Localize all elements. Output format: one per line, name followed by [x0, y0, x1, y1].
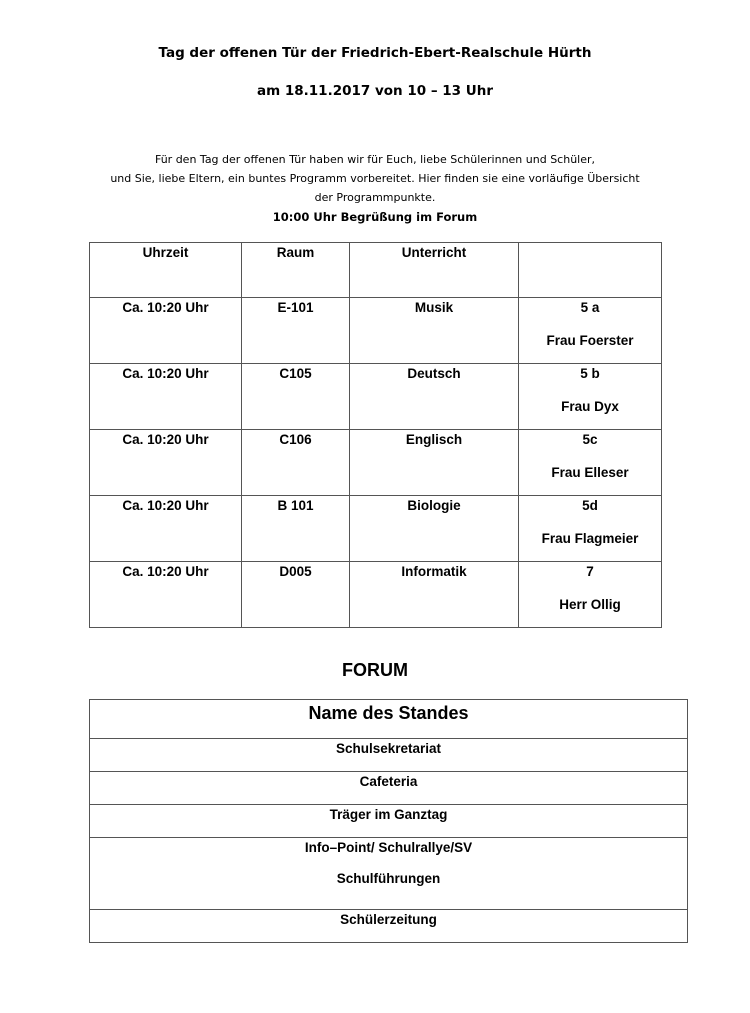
forum-stand: Info–Point/ Schulrallye/SV Schulführungen [90, 838, 688, 910]
cell-teacher: Frau Dyx [561, 399, 619, 414]
cell-subject: Deutsch [350, 364, 519, 430]
table-row [90, 364, 662, 430]
column-header-time: Uhrzeit [90, 243, 242, 298]
cell-teacher: Frau Elleser [551, 465, 629, 480]
forum-stand: Schülerzeitung [90, 910, 688, 943]
intro-line: der Programmpunkte. [314, 191, 436, 204]
cell-subject: Englisch [350, 430, 519, 496]
cell-subject: Informatik [350, 562, 519, 628]
cell-class: 5 b Frau Dyx [519, 364, 662, 430]
cell-room: B 101 [242, 496, 350, 562]
schedule-table [89, 242, 662, 628]
cell-time: Ca. 10:20 Uhr [90, 364, 242, 430]
table-row [90, 430, 662, 496]
cell-room: C105 [242, 364, 350, 430]
forum-heading: FORUM [342, 660, 408, 680]
cell-room: C106 [242, 430, 350, 496]
intro-text [0, 150, 750, 207]
forum-stand: Cafeteria [90, 772, 688, 805]
table-header-row [90, 243, 662, 298]
cell-subject: Biologie [350, 496, 519, 562]
cell-time: Ca. 10:20 Uhr [90, 562, 242, 628]
column-header-stand: Name des Standes [90, 700, 688, 739]
cell-time: Ca. 10:20 Uhr [90, 298, 242, 364]
forum-stand: Schulsekretariat [90, 739, 688, 772]
cell-time: Ca. 10:20 Uhr [90, 430, 242, 496]
forum-header-row [90, 700, 688, 739]
cell-teacher: Herr Ollig [559, 597, 621, 612]
cell-class: 5 a Frau Foerster [519, 298, 662, 364]
page-title: Tag der offenen Tür der Friedrich-Ebert-Realschule Hürth [158, 45, 592, 61]
forum-stand-secondary: Schulführungen [336, 871, 441, 886]
table-row [90, 910, 688, 943]
column-header-class [519, 243, 662, 298]
cell-subject: Musik [350, 298, 519, 364]
table-row [90, 496, 662, 562]
table-row [90, 772, 688, 805]
cell-room: D005 [242, 562, 350, 628]
column-header-subject: Unterricht [350, 243, 519, 298]
cell-teacher: Frau Foerster [546, 333, 634, 348]
table-row [90, 562, 662, 628]
cell-teacher: Frau Flagmeier [541, 531, 639, 546]
table-row [90, 298, 662, 364]
table-row [90, 838, 688, 910]
cell-room: E-101 [242, 298, 350, 364]
intro-line: und Sie, liebe Eltern, ein buntes Programm vorbereitet. Hier finden sie eine vorläufige Übersicht [110, 172, 640, 185]
cell-class: 5d Frau Flagmeier [519, 496, 662, 562]
cell-class: 7 Herr Ollig [519, 562, 662, 628]
forum-table [89, 699, 688, 943]
event-date: am 18.11.2017 von 10 – 13 Uhr [256, 83, 494, 99]
welcome-line: 10:00 Uhr Begrüßung im Forum [272, 210, 478, 224]
forum-stand: Träger im Ganztag [90, 805, 688, 838]
cell-class: 5c Frau Elleser [519, 430, 662, 496]
table-row [90, 805, 688, 838]
cell-time: Ca. 10:20 Uhr [90, 496, 242, 562]
column-header-room: Raum [242, 243, 350, 298]
intro-line: Für den Tag der offenen Tür haben wir für Euch, liebe Schülerinnen und Schüler, [154, 153, 596, 166]
table-row [90, 739, 688, 772]
